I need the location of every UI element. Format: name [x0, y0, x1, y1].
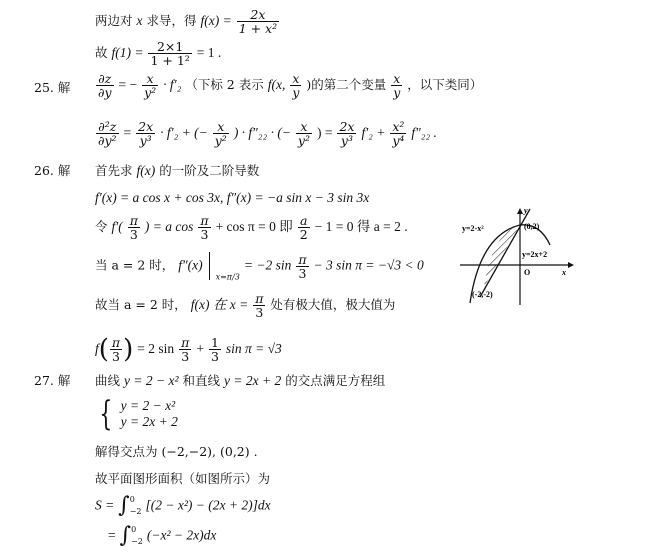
term: f	[95, 341, 99, 356]
integral-sign: ∫	[119, 523, 132, 548]
term: f″₂₂ .	[411, 125, 437, 140]
note: )的第二个变量	[306, 77, 387, 92]
numerator: a	[299, 213, 308, 228]
label-line: y=2x+2	[522, 250, 548, 259]
fraction	[213, 120, 229, 147]
fraction	[96, 120, 119, 147]
text: 故当 a = 2 时，	[95, 297, 187, 312]
var-x: x	[136, 13, 143, 28]
text: 和直线	[182, 373, 221, 388]
numerator: π	[200, 213, 209, 228]
numerator: 2×1	[156, 39, 184, 54]
denominator: y³	[337, 133, 356, 147]
denominator: y	[292, 85, 300, 100]
term: ) · f″₂₂ · (−	[233, 125, 291, 140]
fraction	[96, 72, 114, 99]
note: ，以下类同）	[407, 77, 483, 92]
numerator: x²	[392, 119, 405, 134]
term: ) = a cos	[144, 219, 194, 234]
fraction	[128, 214, 140, 241]
numerator: π	[255, 291, 264, 306]
fraction	[298, 214, 310, 241]
upper-limit: 0	[129, 495, 135, 504]
problem-25-line2	[95, 120, 437, 147]
fx-label: f(x) =	[200, 13, 232, 28]
system-row: y = 2 − x²	[120, 398, 176, 413]
text: 求导，得	[146, 13, 197, 28]
integrand: [(2 − x²) − (2x + 2)]dx	[145, 497, 271, 513]
fraction	[142, 72, 158, 99]
denominator: 1 + x²	[238, 21, 278, 36]
denominator: 3	[179, 349, 191, 363]
numerator: 2x	[138, 119, 154, 134]
denominator: y	[393, 85, 401, 100]
text: 的一阶及二阶导数	[159, 163, 260, 178]
numerator: 2x	[250, 7, 266, 22]
denominator: y⁴	[392, 133, 405, 148]
term: sin π = √3	[225, 341, 282, 356]
numerator: π	[129, 213, 138, 228]
subscript: x=π/3	[215, 272, 240, 282]
equation-system	[95, 394, 178, 434]
term: = 2 sin	[137, 341, 175, 356]
numerator: 1	[210, 335, 219, 350]
system-rows	[121, 398, 178, 430]
integrand: (−x² − 2x)dx	[146, 527, 217, 543]
eq: =	[123, 125, 132, 140]
denominator: 2	[299, 227, 308, 242]
fraction	[148, 40, 191, 67]
y-axis-arrow-icon	[517, 208, 523, 214]
integral-line-2	[108, 524, 216, 548]
integral-line-1	[95, 494, 271, 518]
label-origin: O	[524, 268, 531, 277]
fraction	[337, 120, 356, 147]
term: f′(	[111, 219, 123, 234]
numerator: x	[292, 71, 300, 86]
brace: {	[99, 394, 113, 434]
denominator: ∂y	[98, 85, 112, 100]
derivative-line	[95, 8, 280, 35]
term: f′₂ +	[361, 125, 386, 140]
numerator: x	[393, 71, 401, 86]
system-row: y = 2x + 2	[120, 414, 178, 429]
fraction	[110, 336, 122, 363]
fraction	[296, 253, 308, 280]
denominator: ∂y²	[98, 133, 117, 148]
term: S =	[95, 497, 115, 513]
text: 故	[95, 45, 108, 60]
text: 的交点满足方程组	[285, 373, 386, 388]
fraction	[391, 72, 402, 99]
upper-limit: 0	[131, 525, 137, 534]
f1-label: f(1) =	[111, 45, 144, 60]
text: 令	[95, 219, 108, 234]
problem-27-label: 27. 解	[34, 373, 71, 388]
fraction	[253, 292, 265, 319]
term: +	[196, 341, 204, 356]
f1-line	[95, 40, 221, 67]
fraction	[290, 72, 301, 99]
label-y: y	[524, 206, 528, 215]
lower-limit: −2	[129, 507, 142, 516]
problem-27-intro	[95, 373, 385, 389]
term: ) =	[316, 125, 333, 140]
note: （下标 2 表示	[185, 77, 264, 92]
text: 当 a = 2 时，	[95, 257, 175, 273]
numerator: π	[181, 335, 190, 350]
denominator: y³	[136, 133, 155, 147]
numerator: π	[111, 335, 121, 350]
denominator: y²	[297, 133, 310, 148]
term: =	[108, 527, 116, 543]
term: f(x) 在 x =	[190, 297, 249, 312]
denominator: 3	[110, 349, 122, 363]
denominator: 3	[210, 349, 219, 364]
numerator: x	[146, 71, 154, 86]
eq: y = 2x + 2	[224, 373, 282, 388]
text: 处有极大值，极大值为	[270, 297, 396, 312]
fraction	[296, 120, 312, 147]
eq: y = 2 − x²	[124, 373, 179, 388]
denominator: y²	[144, 85, 157, 100]
denominator: 3	[198, 227, 210, 241]
problem-26-label: 26. 解	[34, 163, 71, 178]
fraction	[198, 214, 210, 241]
x-axis-arrow-icon	[568, 262, 574, 268]
numerator: x	[217, 119, 225, 134]
paren-open: (	[98, 334, 109, 365]
numerator: ∂z	[98, 71, 112, 86]
problem-26-line6	[95, 336, 282, 363]
problem-25-label: 25. 解	[34, 80, 71, 95]
label-x: x	[562, 268, 566, 277]
result: = 1 .	[196, 45, 222, 60]
problem-25-line1	[95, 72, 482, 99]
denominator: 3	[128, 227, 140, 241]
term: = −2 sin	[243, 257, 292, 273]
denominator: 1 + 1²	[150, 53, 190, 68]
text: 曲线	[95, 373, 121, 388]
fraction	[390, 120, 406, 147]
label-point-bottom: (-2,-2)	[472, 290, 493, 299]
f2: · f′₂	[163, 77, 182, 92]
text: 首先求	[95, 163, 133, 178]
eq: = −	[118, 77, 138, 92]
paren-close: )	[123, 334, 134, 365]
problem-26-line5	[95, 292, 395, 319]
numerator: 2x	[339, 119, 355, 134]
term: f″(x)	[178, 257, 203, 273]
label-point-top: (0,2)	[524, 222, 540, 231]
text: 两边对	[95, 13, 133, 28]
term: + cos π = 0 即	[215, 219, 293, 234]
label-parabola: y=2-x²	[462, 224, 484, 233]
note-f: f(x,	[267, 77, 286, 92]
numerator: ∂²z	[98, 119, 117, 134]
problem-26-line4	[95, 252, 424, 286]
limits	[131, 524, 143, 548]
denominator: 3	[296, 266, 308, 280]
area-intro: 故平面图形面积（如图所示）为	[95, 471, 271, 486]
denominator: y²	[214, 133, 227, 148]
evaluation-bar	[209, 252, 210, 280]
term: · f′₂ + (−	[160, 125, 208, 140]
derivatives-line: f′(x) = a cos x + cos 3x, f″(x) = −a sin x − 3 sin 3x	[95, 190, 370, 205]
problem-26-line3	[95, 214, 408, 241]
fraction	[179, 336, 191, 363]
term: − 3 sin π = −√3 < 0	[313, 257, 424, 273]
term: − 1 = 0 得 a = 2 .	[314, 219, 408, 234]
fraction	[237, 8, 279, 35]
area-figure	[450, 205, 580, 305]
solution-line: 解得交点为 (−2,−2), (0,2) .	[95, 444, 258, 459]
fraction	[136, 120, 155, 147]
problem-26-intro	[95, 163, 259, 179]
integral-sign: ∫	[118, 493, 130, 518]
fx: f(x)	[136, 163, 156, 178]
numerator: x	[300, 119, 308, 134]
denominator: 3	[253, 305, 265, 319]
fraction	[209, 336, 221, 363]
limits	[130, 494, 142, 518]
numerator: π	[298, 251, 307, 267]
lower-limit: −2	[131, 537, 143, 546]
